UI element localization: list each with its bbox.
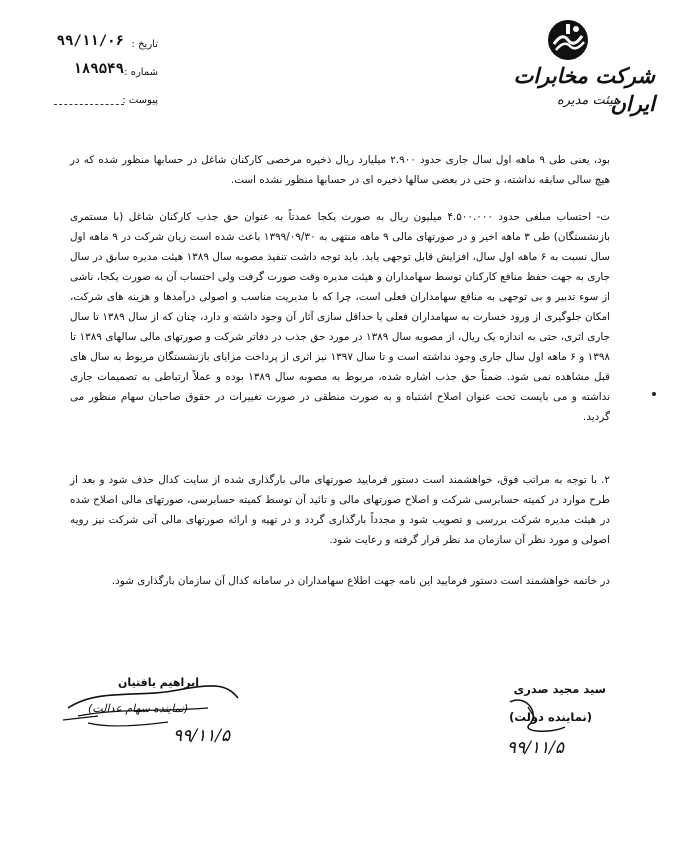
company-name: شرکت مخابرات ایران [513, 63, 655, 116]
paragraph-4: در خاتمه خواهشمند است دستور فرمایید این نامه جهت اطلاع سهامداران در سامانه کدال آن سازمان بارگذاری شود. [111, 575, 610, 587]
signer-role-right: (نماینده دولت) [509, 710, 592, 724]
signer-name-left: ابراهیم یافتیان [118, 676, 200, 689]
signature-date-left: ۹۹/۱۱/۵ [173, 726, 231, 746]
margin-mark [652, 392, 656, 396]
paragraph-3: ۲. با توجه به مراتب فوق، خواهشمند است دستور فرمایید صورتهای مالی بارگذاری شده از سایت کدال حذف شود و بعد از طرح موارد در کمیته حسابرسی شرکت و اصلاح صورتهای مالی و تائید آن توسط کمیته حسابرسی، صورتهای مالی اصلاح شده در هیئت مدیره شرکت بررسی و تصویب شود و مجدداً بارگذاری گردد و در تهیه و ارائه صورتهای مالی آتی شرکت نیز رویه اصولی و مورد نظر آن سازمان مد نظر قرار گرفته و رعایت شود. [70, 474, 610, 546]
signature-date-right: ۹۹/۱۱/۵ [506, 738, 564, 758]
attachment-label: پیوست : [122, 95, 158, 106]
date-label: تاریخ : [131, 39, 158, 50]
paragraph-2: ت- احتساب مبلغی حدود ۴.۵۰۰.۰۰۰ میلیون ریال به صورت یکجا عمدتاً به عنوان حق جذب کارکنان شاغل (با مستمری بازنشستگان) طی ۳ ماهه اخیر و در صورتهای مالی ۹ ماهه منتهی به ۱۳۹۹/۰۹/۳۰ باعث شده است زیان شرکت در ۹ ماهه اول سال نسبت به ۶ ماهه اول سال، افزایش قابل توجهی یابد. باید توجه داشت تنفیذ مصوبه سال ۱۳۸۹ هیئت مدیره سابق در سال جاری به جهت حفظ منافع کارکنان توسط سهامداران و هیئت مدیره وقت صورت گرفت ولی احتساب آن به صورت یکجا، ناشی از سوء تدبیر و بی توجهی به منافع سهامداران فعلی است، چرا که با مدیریت مناسب و اصولی درآمدها و هزینه های شرکت، امکان جلوگیری از ورود خسارت به سهامداران فعلی یا حداقل سازی آثار آن وجود داشته و دارد، چنان که از سال ۱۳۸۹ تا سال جاری اثری، حتی به اندازه یک ریال، از مصوبه سال ۱۳۸۹ در مورد حق جذب در دفاتر شرکت و صورتهای مالی سالهای ۱۳۸۹ تا ۱۳۹۸ و ۶ ماهه اول سال جاری وجود نداشته است و تا سال ۱۳۹۷ نیز اثری از پرداخت مزایای بازنشستگان مربوط به سال های قبل مشاهده نمی شود. ضمناً حق جذب اشاره شده، مربوط به مصوبه سال ۱۳۸۹ بوده و عملاً ارتباطی به تصمیمات جاری نداشته و می بایست تحت عنوان اصلاح اشتباه و به صورت منطقی در صورت تغییرات در حقوق صاحبان سهام منظور می گردید. [70, 211, 611, 423]
board-label: هیئت مدیره [557, 93, 620, 108]
signature-block-right [470, 672, 610, 772]
signer-name-right: سید مجید صدری [513, 682, 606, 696]
paragraph-1: بود، یعنی طی ۹ ماهه اول سال جاری حدود ۲.۹۰۰ میلیارد ریال ذخیره مرخصی کارکنان شاغل در حسابها منظور شده که در هیچ سالی سابقه نداشته، و حتی در بعضی سالها ذخیره ای در حسابها منظور نشده است. [70, 154, 611, 186]
telecom-logo-icon [546, 18, 590, 62]
number-value: ۱۸۹۵۴۹ [73, 61, 124, 77]
signature-block-left [58, 668, 248, 758]
signer-role-left: (نماینده سهام عدالت) [88, 702, 189, 715]
number-label: شماره : [124, 67, 158, 78]
attachment-line [54, 104, 124, 105]
date-value: ۹۹/۱۱/۰۶ [56, 33, 124, 49]
